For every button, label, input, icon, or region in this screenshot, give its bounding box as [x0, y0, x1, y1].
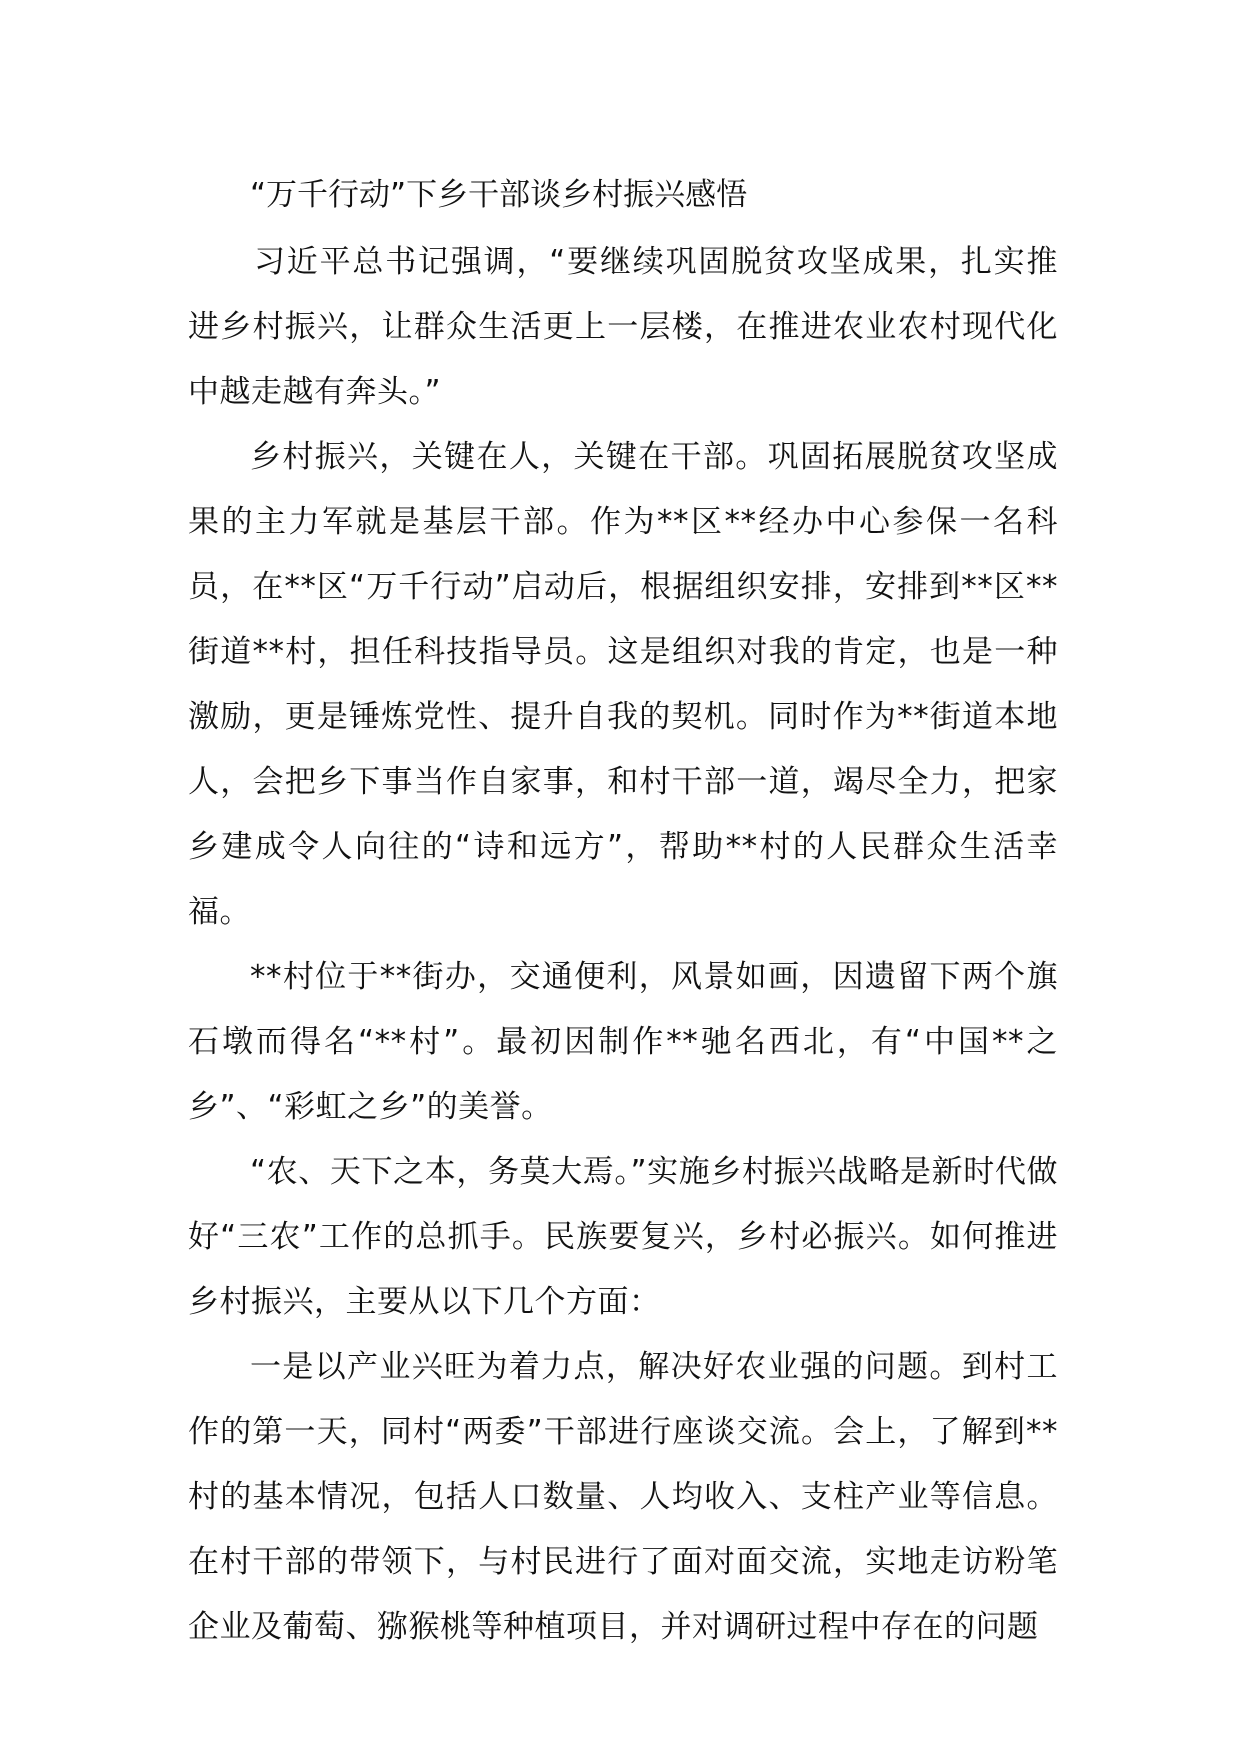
document-title: “万千行动”下乡干部谈乡村振兴感悟 — [250, 177, 748, 213]
paragraph-strategy: “农、天下之本，务莫大焉。”实施乡村振兴战略是新时代做好“三农”工作的总抓手。民族要复兴，乡村必振兴。如何推进乡村振兴，主要从以下几个方面： — [188, 1154, 1058, 1320]
paragraph-village-intro: **村位于**街办，交通便利，风景如画，因遗留下两个旗石墩而得名“**村”。最初因制作**驰名西北，有“中国**之乡”、“彩虹之乡”的美誉。 — [188, 959, 1058, 1125]
paragraph-quote: 习近平总书记强调，“要继续巩固脱贫攻坚成果，扎实推进乡村振兴，让群众生活更上一层楼，在推进农业农村现代化中越走越有奔头。” — [188, 244, 1058, 410]
paragraph-cadres: 乡村振兴，关键在人，关键在干部。巩固拓展脱贫攻坚成果的主力军就是基层干部。作为**区**经办中心参保一名科员，在**区“万千行动”启动后，根据组织安排，安排到**区**街道**村，担任科技指导员。这是组织对我的肯定，也是一种激励，更是锤炼党性、提升自我的契机。同时作为**街道本地人，会把乡下事当作自家事，和村干部一道，竭尽全力，把家乡建成令人向往的“诗和远方”，帮助**村的人民群众生活幸福。 — [188, 439, 1058, 930]
document-body — [188, 172, 1058, 1660]
paragraph-industry: 一是以产业兴旺为着力点，解决好农业强的问题。到村工作的第一天，同村“两委”干部进行座谈交流。会上，了解到**村的基本情况，包括人口数量、人均收入、支柱产业等信息。在村干部的带领下，与村民进行了面对面交流，实地走访粉笔企业及葡萄、猕猴桃等种植项目，并对调研过程中存在的问题 — [188, 1349, 1058, 1645]
